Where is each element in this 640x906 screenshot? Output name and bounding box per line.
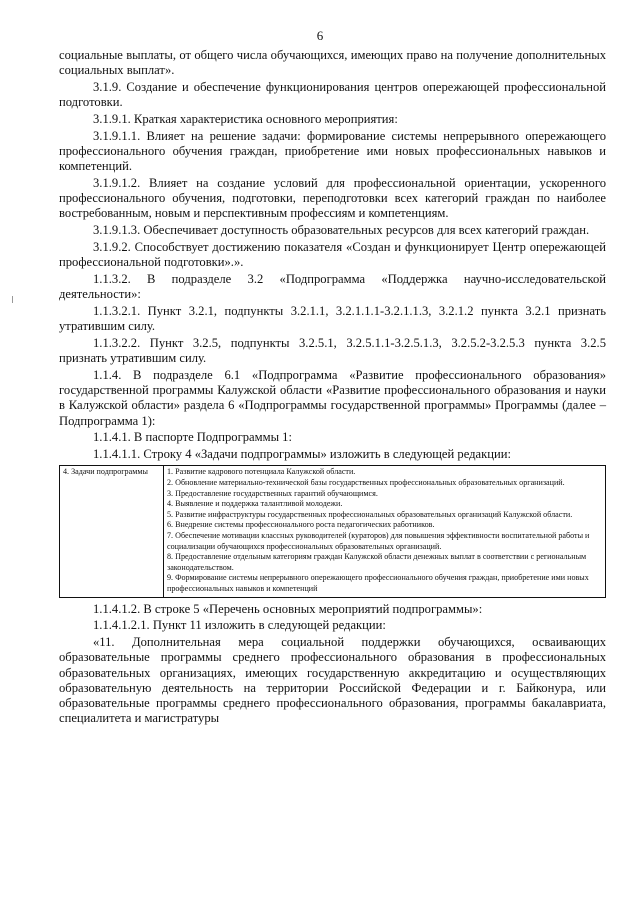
task-item: 2. Обновление материально-технической базы государственных профессиональных образовательных организаций. xyxy=(167,478,565,487)
paragraph: 1.1.3.2. В подразделе 3.2 «Подпрограмма «Поддержка научно-исследовательской деятельности»: xyxy=(59,272,606,302)
task-item: 1. Развитие кадрового потенциала Калужской области. xyxy=(167,467,356,477)
paragraph: 3.1.9.1.3. Обеспечивает доступность образовательных ресурсов для всех категорий граждан. xyxy=(93,223,590,238)
table-row xyxy=(60,466,606,597)
task-item: 4. Выявление и поддержка талантливой молодежи. xyxy=(167,499,343,509)
task-item: 7. Обеспечение мотивации классных руководителей (кураторов) для повышения эффективности воспитательной работы и социализации обучающихся профессиональных образовательных организаций. xyxy=(167,530,590,551)
paragraph: 1.1.3.2.1. Пункт 3.2.1, подпункты 3.2.1.1, 3.2.1.1.1-3.2.1.1.3, 3.2.1.2 пункта 3.2.1 признать утратившим силу. xyxy=(59,304,606,334)
table-header-cell: 4. Задачи подпрограммы xyxy=(60,466,164,597)
paragraph: 1.1.4. В подразделе 6.1 «Подпрограмма «Развитие профессионального образования» государственной программы Калужской области «Развитие профессионального образования и науки в Калужской области» раздела 6 «Подпрограммы государственной программы» Программы (далее – Подпрограмма 1): xyxy=(59,368,606,428)
page-number: 6 xyxy=(316,28,324,43)
paragraph: «11. Дополнительная мера социальной поддержки обучающихся, осваивающих образовательные программы среднего профессионального образования в профессиональных образовательных организациях, имеющих государственную аккредитацию и осуществляющих образовательную деятельность на территории Российской Федерации и г. Байконура, или образовательные программы среднего профессионального образования, программы бакалавриата, специалитета и магистратуры xyxy=(59,635,606,726)
task-item: 8. Предоставление отдельным категориям граждан Калужской области денежных выплат в соответствии с региональным законодательством. xyxy=(167,552,587,572)
paragraph: 1.1.4.1. В паспорте Подпрограммы 1: xyxy=(93,430,292,445)
paragraph: 3.1.9.1. Краткая характеристика основного мероприятия: xyxy=(93,112,398,126)
task-item: 5. Развитие инфраструктуры государственных профессиональных образовательных организаций Калужской области. xyxy=(167,509,573,519)
paragraph: 3.1.9.1.2. Влияет на создание условий для профессиональной ориентации, ускоренного профессионального обучения, подготовки, переподготовки всех категорий граждан по наиболее востребованным, новым и перспективным профессиям и компетенциям. xyxy=(59,176,606,221)
paragraph: социальные выплаты, от общего числа обучающихся, имеющих право на получение дополнительных социальных выплат». xyxy=(59,48,606,78)
task-item: 3. Предоставление государственных гарантий обучающимся. xyxy=(167,488,378,498)
document-body xyxy=(59,48,606,728)
paragraph: 1.1.4.1.2. В строке 5 «Перечень основных мероприятий подпрограммы»: xyxy=(93,601,483,616)
paragraph: 1.1.4.1.1. Строку 4 «Задачи подпрограммы» изложить в следующей редакции: xyxy=(93,447,511,462)
margin-mark xyxy=(12,296,13,303)
task-item: 9. Формирование системы непрерывного опережающего профессионального обучения граждан, приобретение ими новых профессиональных навыков и компетенций xyxy=(167,573,589,593)
table-value-cell xyxy=(164,466,606,597)
task-item: 6. Внедрение системы профессионального роста педагогических работников. xyxy=(167,520,435,530)
paragraph: 3.1.9.1.1. Влияет на решение задачи: формирование системы непрерывного опережающего профессионального обучения граждан, приобретение ими новых профессиональных навыков и компетенций. xyxy=(59,128,606,174)
paragraph: 1.1.4.1.2.1. Пункт 11 изложить в следующей редакции: xyxy=(93,618,386,633)
paragraph: 1.1.3.2.2. Пункт 3.2.5, подпункты 3.2.5.1, 3.2.5.1.1-3.2.5.1.3, 3.2.5.2-3.2.5.3 пункта 3.2.5 признать утратившим силу. xyxy=(59,336,606,366)
paragraph: 3.1.9.2. Способствует достижению показателя «Создан и функционирует Центр опережающей профессиональной подготовки».». xyxy=(59,240,606,270)
subprogram-tasks-table xyxy=(59,465,606,597)
paragraph: 3.1.9. Создание и обеспечение функционирования центров опережающей профессиональной подготовки. xyxy=(59,80,606,110)
